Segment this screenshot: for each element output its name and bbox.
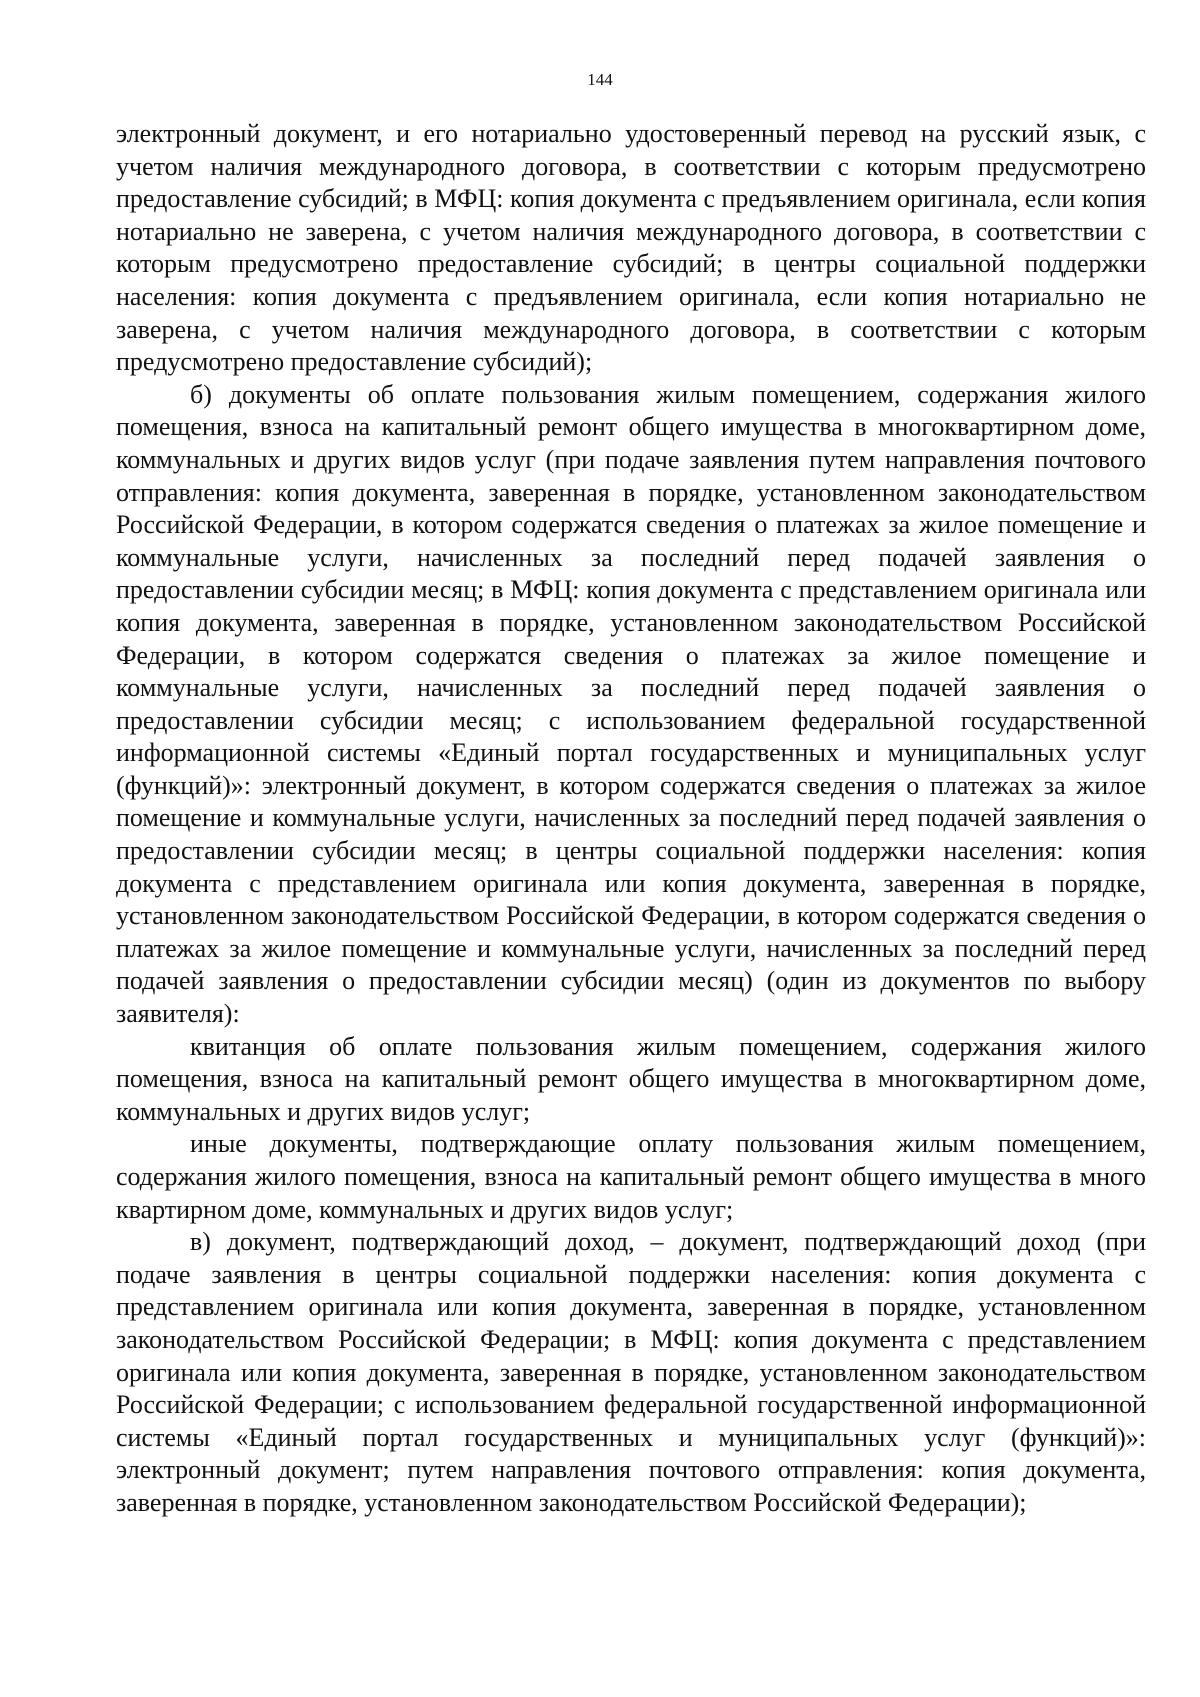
paragraph-item-b: б) документы об оплате пользования жилым помещением, содержания жилого помещения, взноса на капитальный ремонт общего имущества в многоквартирном доме, коммунальных и других видов услуг (при подаче заявления путем направления почтового отправления: копия документа, заверенная в порядке, установленном законодательством Российской Федерации, в котором содержатся сведения о платежах за жилое помещение и коммунальные услуги, начисленных за последний перед подачей заявления о предоставлении субсидии месяц; в МФЦ: копия документа с представлением оригинала или копия документа, заверенная в порядке, установленном законодательством Российской Федерации, в котором содержатся сведения о платежах за жилое помещение и коммунальные услуги, начисленных за последний перед подачей заявления о предоставлении субсидии месяц; с использованием федеральной государственной информационной системы «Единый портал государственных и муниципальных услуг (функций)»: электронный документ, в котором содержатся сведения о платежах за жилое помещение и коммунальные услуги, начисленных за последний перед подачей заявления о предоставлении субсидии месяц; в центры социальной поддержки населения: копия документа с представлением оригинала или копия документа, заверенная в порядке, установленном законодательством Российской Федерации, в котором содержатся сведения о платежах за жилое помещение и коммунальные услуги, начисленных за последний перед подачей заявления о предоставлении субсидии месяц) (один из документов по выбору заявителя): (116, 379, 1146, 1029)
paragraph-other-documents: иные документы, подтверждающие оплату пользования жилым помещением, содержания жилого помещения, взноса на капитальный ремонт общего имущества в много квартирном доме, коммунальных и других видов услуг; (116, 1129, 1146, 1224)
paragraph-continuation: электронный документ, и его нотариально удостоверенный перевод на русский язык, с учетом наличия международного договора, в соответствии с которым предусмотрено предоставление субсидий; в МФЦ: копия документа с предъявлением оригинала, если копия нотариально не заверена, с учетом наличия международного договора, в соответствии с которым предусмотрено предоставление субсидий; в центры социальной поддержки населения: копия документа с предъявлением оригинала, если копия нотариально не заверена, с учетом наличия международного договора, в соответствии с которым предусмотрено предоставление субсидий); (116, 119, 1146, 377)
document-body (116, 118, 1146, 1520)
paragraph-receipt: квитанция об оплате пользования жилым помещением, содержания жилого помещения, взноса на капитальный ремонт общего имущества в многоквартирном доме, коммунальных и других видов услуг; (116, 1031, 1146, 1126)
page-number: 144 (587, 70, 613, 89)
paragraph-item-v: в) документ, подтверждающий доход, – документ, подтверждающий доход (при подаче заявления в центры социальной поддержки населения: копия документа с представлением оригинала или копия документа, заверенная в порядке, установленном законодательством Российской Федерации; в МФЦ: копия документа с представлением оригинала или копия документа, заверенная в порядке, установленном законодательством Российской Федерации; с использованием федеральной государственной информационной системы «Единый портал государственных и муниципальных услуг (функций)»: электронный документ; путем направления почтового отправления: копия документа, заверенная в порядке, установленном законодательством Российской Федерации); (116, 1227, 1146, 1517)
